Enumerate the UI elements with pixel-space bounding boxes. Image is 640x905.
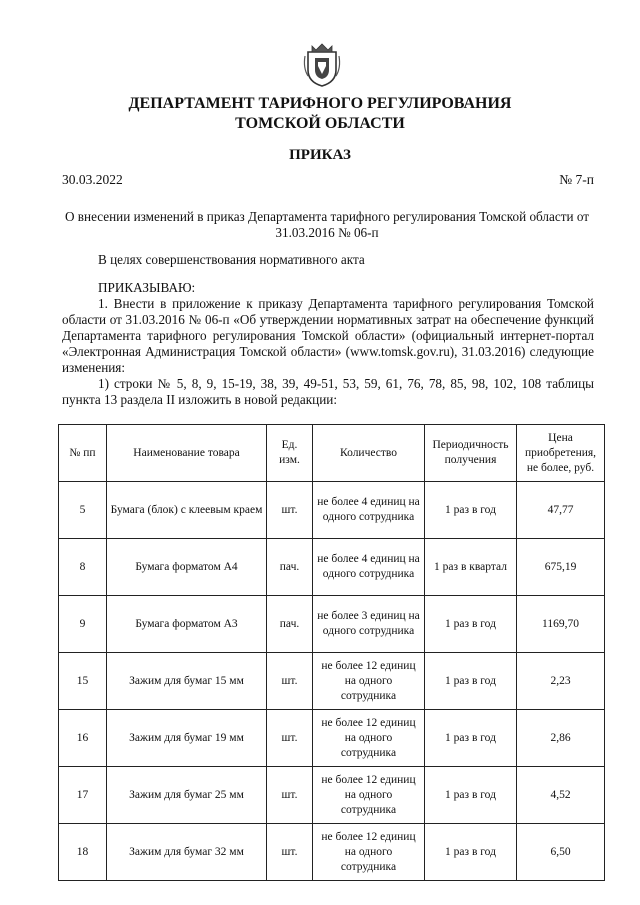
department-name	[0, 94, 640, 134]
table-cell: не более 12 единиц на одного сотрудника	[313, 653, 425, 710]
table-cell: шт.	[267, 824, 313, 881]
table-row	[59, 653, 605, 710]
table-cell: не более 4 единиц на одного сотрудника	[313, 539, 425, 596]
table-row	[59, 539, 605, 596]
table-row	[59, 824, 605, 881]
table-cell: 1 раз в год	[425, 482, 517, 539]
table-row	[59, 710, 605, 767]
header-cell: Цена приобретения, не более, руб.	[517, 425, 605, 482]
table-cell: Зажим для бумаг 32 мм	[107, 824, 267, 881]
table-cell: 1 раз в год	[425, 710, 517, 767]
table-cell: 1 раз в год	[425, 824, 517, 881]
table-cell: 4,52	[517, 767, 605, 824]
table-cell: пач.	[267, 539, 313, 596]
table-cell: Зажим для бумаг 25 мм	[107, 767, 267, 824]
order-word: ПРИКАЗЫВАЮ:	[98, 280, 196, 295]
table-cell: 2,23	[517, 653, 605, 710]
table-cell: 16	[59, 710, 107, 767]
table-cell: Бумага форматом А3	[107, 596, 267, 653]
table-cell: не более 12 единиц на одного сотрудника	[313, 824, 425, 881]
document-type: ПРИКАЗ	[289, 147, 351, 163]
department-line-2: ТОМСКОЙ ОБЛАСТИ	[235, 115, 405, 132]
table-cell: шт.	[267, 710, 313, 767]
table-cell: 9	[59, 596, 107, 653]
table-cell: 6,50	[517, 824, 605, 881]
table-cell: 1 раз в год	[425, 596, 517, 653]
table-cell: пач.	[267, 596, 313, 653]
document-subject: О внесении изменений в приказ Департамента тарифного регулирования Томской области от 31.03.2016 № 06-п	[64, 209, 590, 240]
table-cell: 18	[59, 824, 107, 881]
header-cell: Ед. изм.	[267, 425, 313, 482]
header-cell: Наименование товара	[107, 425, 267, 482]
header-cell: Количество	[313, 425, 425, 482]
table-cell: шт.	[267, 482, 313, 539]
table-cell: шт.	[267, 767, 313, 824]
header-cell: № пп	[59, 425, 107, 482]
table-cell: 8	[59, 539, 107, 596]
table-cell: 5	[59, 482, 107, 539]
table-row	[59, 767, 605, 824]
header-cell: Периодичность получения	[425, 425, 517, 482]
paragraph-2: 1) строки № 5, 8, 9, 15-19, 38, 39, 49-51, 53, 59, 61, 76, 78, 85, 98, 102, 108 таблицы пункта 13 раздела II изложить в новой редакции:	[62, 376, 594, 407]
table-cell: Бумага (блок) с клеевым краем	[107, 482, 267, 539]
purpose-text: В целях совершенствования нормативного акта	[98, 252, 365, 267]
items-table	[58, 424, 605, 881]
table-cell: Зажим для бумаг 15 мм	[107, 653, 267, 710]
coat-of-arms-icon	[302, 40, 342, 88]
table-cell: 1169,70	[517, 596, 605, 653]
table-cell: Бумага форматом А4	[107, 539, 267, 596]
table-cell: не более 3 единиц на одного сотрудника	[313, 596, 425, 653]
table-cell: 1 раз в год	[425, 653, 517, 710]
document-date: 30.03.2022	[62, 172, 123, 187]
table-cell: 1 раз в квартал	[425, 539, 517, 596]
table-cell: шт.	[267, 653, 313, 710]
table-cell: не более 12 единиц на одного сотрудника	[313, 710, 425, 767]
table-cell: не более 4 единиц на одного сотрудника	[313, 482, 425, 539]
paragraph-1: 1. Внести в приложение к приказу Департамента тарифного регулирования Томской области от 31.03.2016 № 06-п «Об утверждении нормативных затрат на обеспечение функций Департамента тарифного регулирования Томской области» (официальный интернет-портал «Электронная Администрация Томской области» (www.tomsk.gov.ru), 31.03.2016) следующие изменения:	[62, 296, 594, 375]
table-header-row	[59, 425, 605, 482]
table-row	[59, 482, 605, 539]
table-cell: 15	[59, 653, 107, 710]
table-cell: не более 12 единиц на одного сотрудника	[313, 767, 425, 824]
document-number: № 7-п	[559, 172, 594, 187]
table-cell: 17	[59, 767, 107, 824]
table-cell: Зажим для бумаг 19 мм	[107, 710, 267, 767]
table-cell: 2,86	[517, 710, 605, 767]
table-cell: 47,77	[517, 482, 605, 539]
department-line-1: ДЕПАРТАМЕНТ ТАРИФНОГО РЕГУЛИРОВАНИЯ	[128, 95, 512, 112]
table-cell: 1 раз в год	[425, 767, 517, 824]
table-cell: 675,19	[517, 539, 605, 596]
table-row	[59, 596, 605, 653]
